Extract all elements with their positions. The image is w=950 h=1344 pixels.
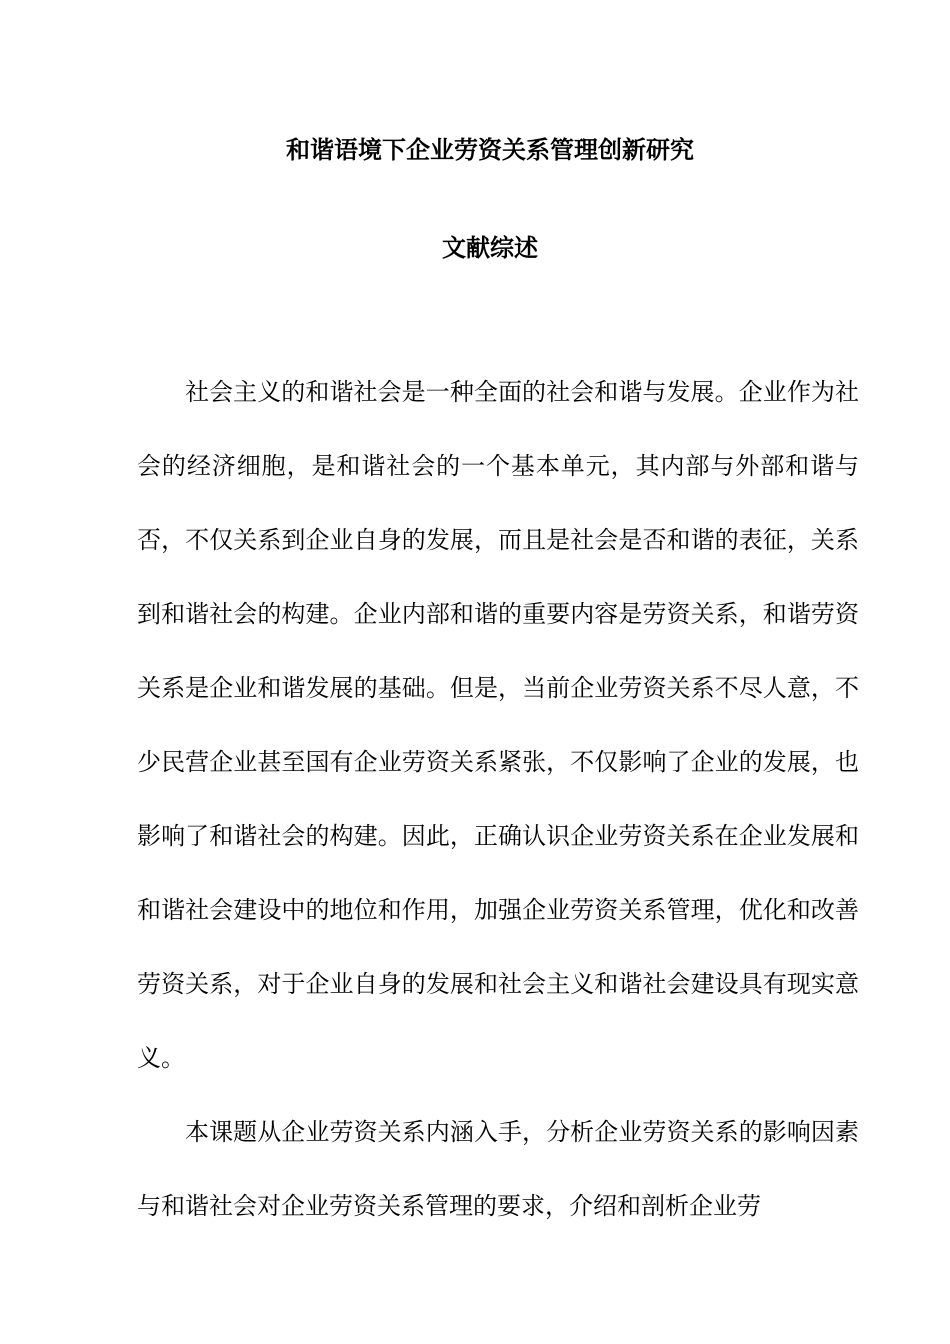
document-title: 和谐语境下企业劳资关系管理创新研究 xyxy=(286,136,694,164)
body-paragraph-1: 社会主义的和谐社会是一种全面的社会和谐与发展。企业作为社会的经济细胞，是和谐社会的一个基本单元，其内部与外部和谐与否，不仅关系到企业自身的发展，而且是社会是否和谐的表征，关系到和谐社会的构建。企业内部和谐的重要内容是劳资关系，和谐劳资关系是企业和谐发展的基础。但是，当前企业劳资关系不尽人意，不少民营企业甚至国有企业劳资关系紧张，不仅影响了企业的发展，也影响了和谐社会的构建。因此，正确认识企业劳资关系在企业发展和和谐社会建设中的地位和作用，加强企业劳资关系管理，优化和改善劳资关系，对于企业自身的发展和社会主义和谐社会建设具有现实意义。 xyxy=(137,378,859,1072)
document-body xyxy=(137,355,859,1243)
body-paragraph-2: 本课题从企业劳资关系内涵入手，分析企业劳资关系的影响因素与和谐社会对企业劳资关系管理的要求，介绍和剖析企业劳 xyxy=(137,1118,859,1220)
document-subtitle: 文献综述 xyxy=(442,234,538,262)
